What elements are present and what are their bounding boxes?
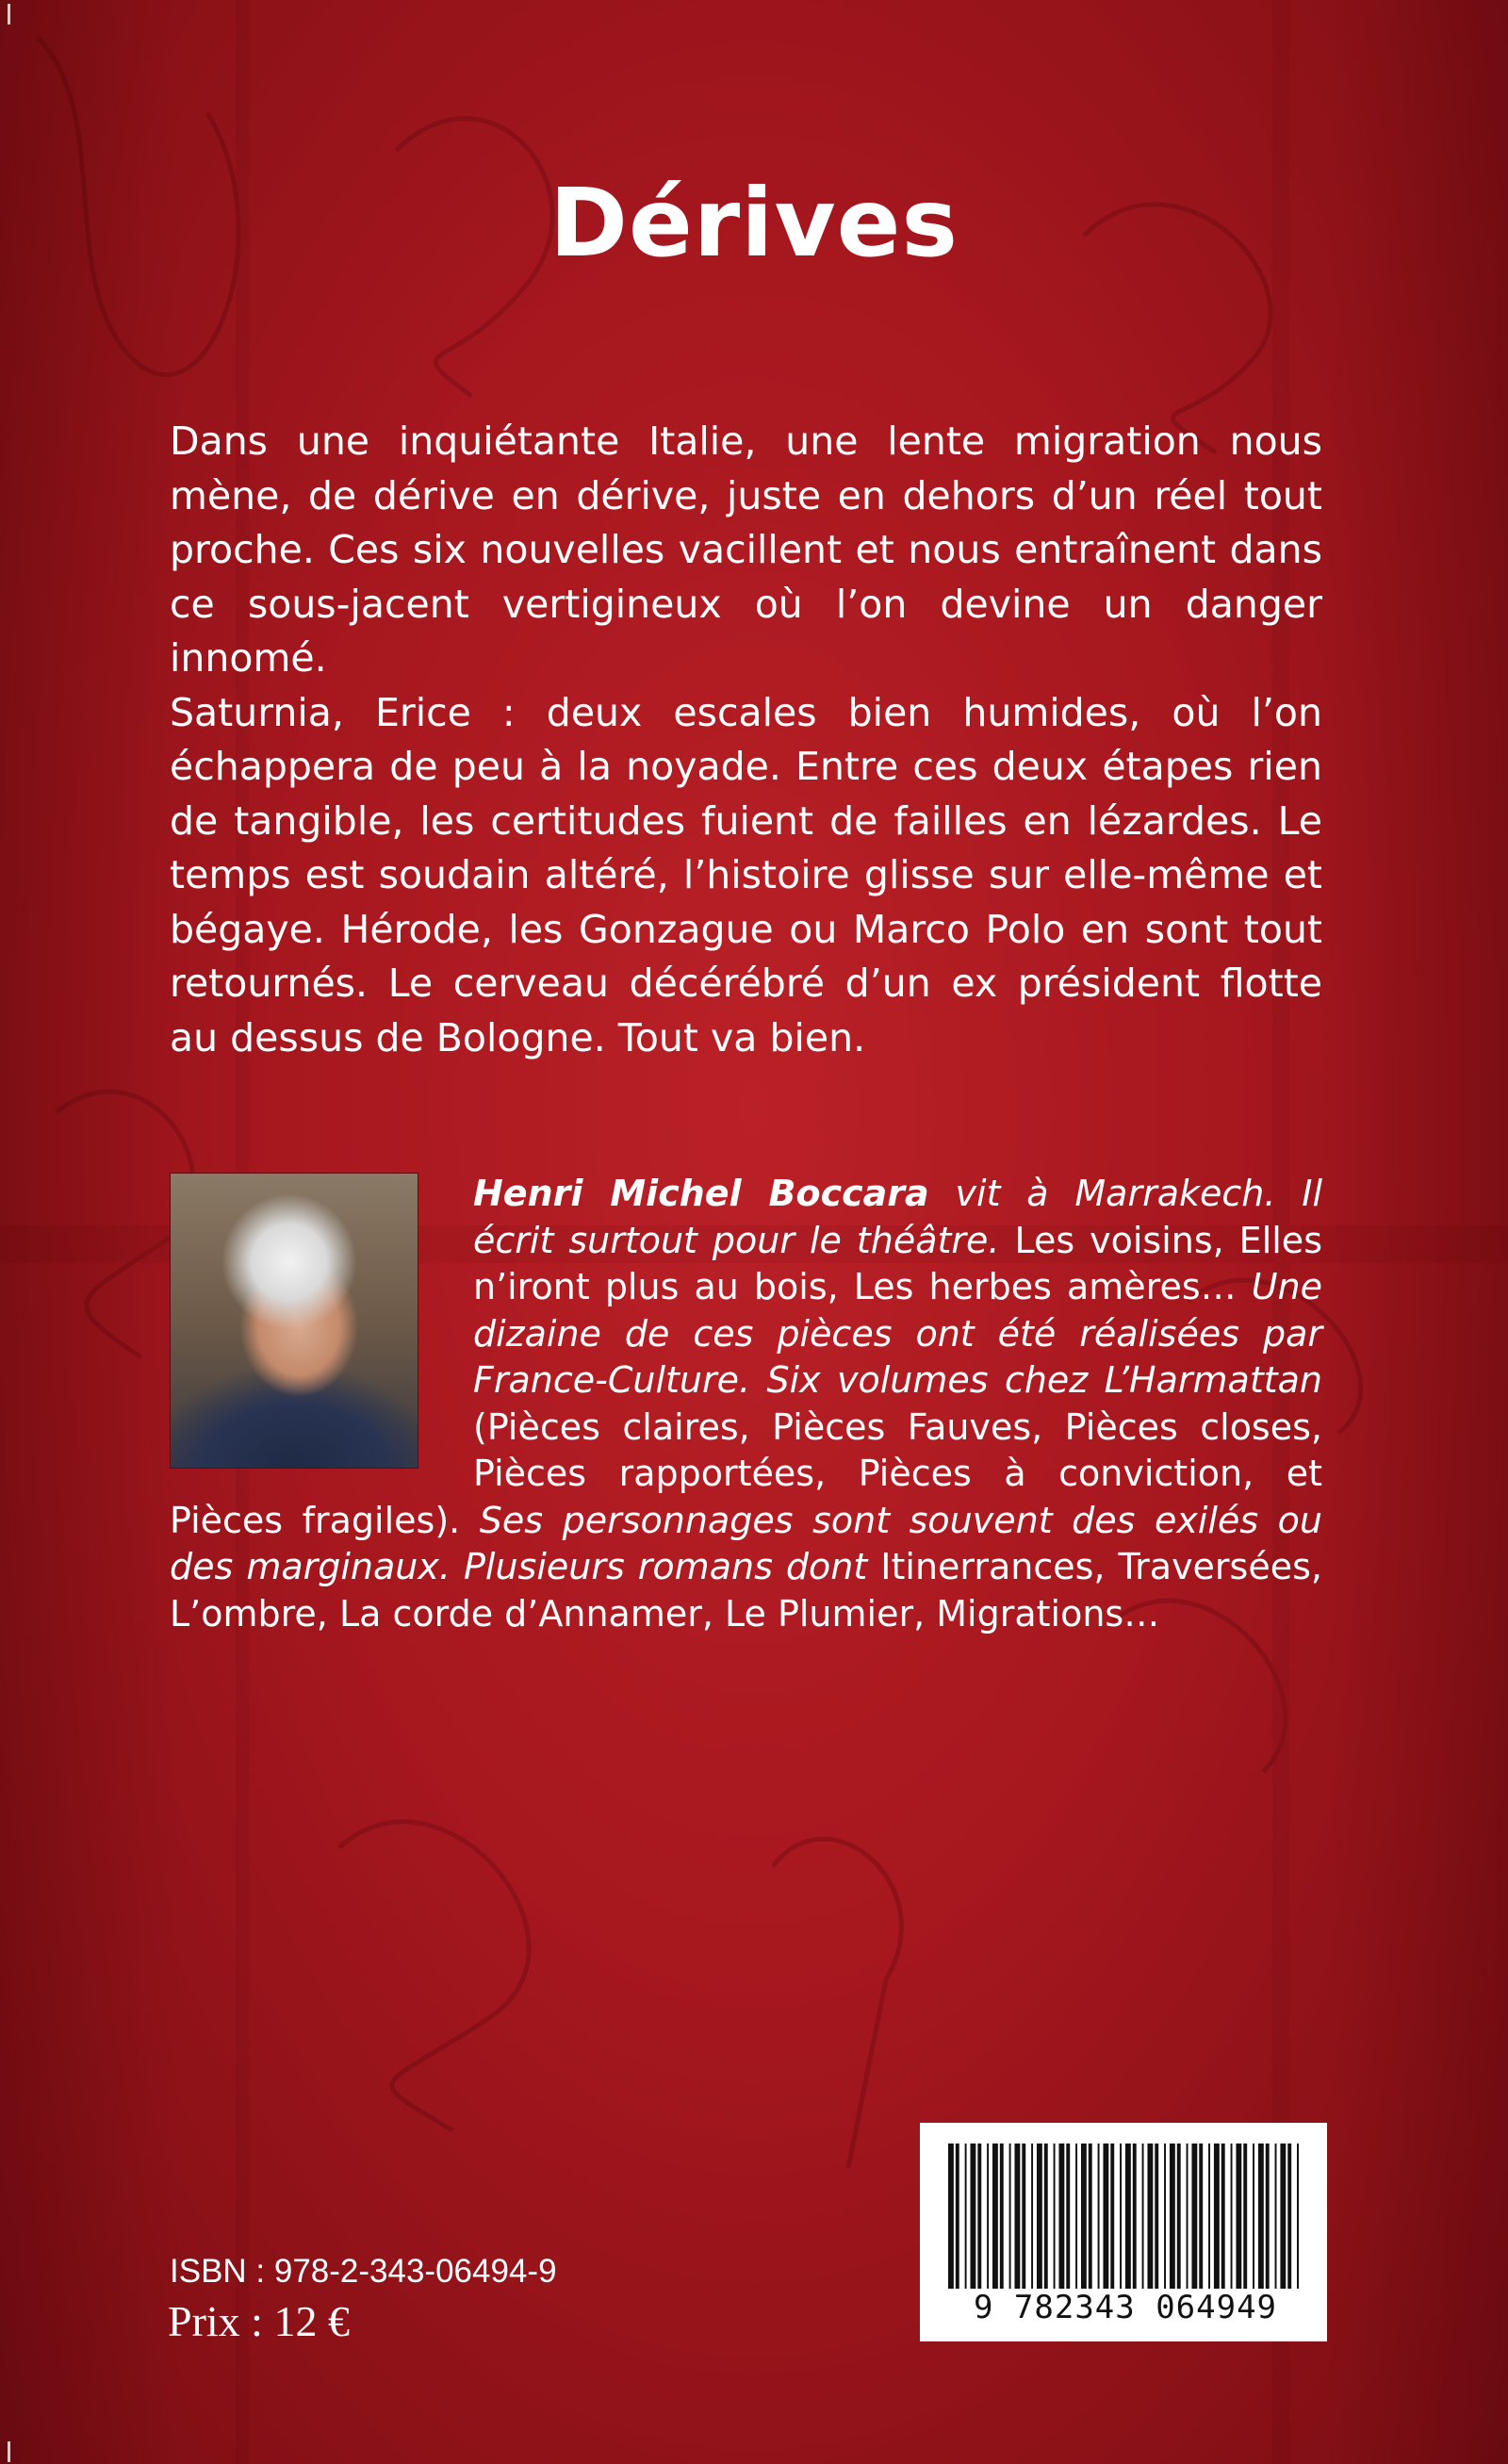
barcode-bar xyxy=(1177,2144,1181,2304)
barcode-bar xyxy=(1221,2144,1225,2304)
barcode-bar xyxy=(1133,2144,1137,2304)
barcode-bars xyxy=(948,2144,1299,2304)
barcode-bar xyxy=(1022,2144,1025,2304)
barcode-bar xyxy=(1199,2144,1203,2304)
barcode-digits: 9 782343 064949 xyxy=(946,2289,1304,2326)
book-title: Dérives xyxy=(549,168,959,278)
barcode-bar xyxy=(1275,2144,1277,2304)
blurb-paragraph-1: Dans une inquiétante Italie, une lente migration nous mène, de dérive en dérive, juste en dehors d’un réel tout proche. Ces six nouvelles vacillent et nous entraînent dans ce sous-jacent vertigineux où l’on devine un danger innomé. xyxy=(170,419,1322,681)
author-name: Henri Michel Boccara xyxy=(473,1173,929,1214)
barcode-bar xyxy=(1164,2144,1166,2304)
barcode-bar xyxy=(1170,2144,1175,2304)
bio-italic-1: vit à Marrakech. Il écrit surtout pour le théâtre. xyxy=(473,1173,1323,1261)
barcode-bar xyxy=(970,2144,975,2304)
barcode-bar xyxy=(1287,2144,1291,2304)
barcode-bar xyxy=(1191,2144,1197,2304)
barcode-bar xyxy=(1081,2144,1087,2304)
barcode-bar xyxy=(1120,2144,1122,2304)
edge-crop-mark xyxy=(8,2441,10,2462)
barcode-bar xyxy=(956,2144,959,2304)
barcode-bar xyxy=(1103,2144,1108,2304)
barcode-bar xyxy=(948,2144,954,2304)
bio-italic-3: Ses personnages sont souvent des exilés ou des marginaux. Plusieurs romans dont xyxy=(170,1499,1322,1587)
bio-titles-volumes: (Pièces claires, Pièces Fauves, Pièces closes, Pièces rapportées, Pièces à conviction, et Pièces fragiles). xyxy=(170,1405,1322,1541)
barcode-bar xyxy=(1125,2144,1131,2304)
barcode-bar xyxy=(1031,2144,1033,2304)
barcode-bar xyxy=(965,2144,967,2304)
barcode-bar xyxy=(1147,2144,1153,2304)
barcode-bar xyxy=(1044,2144,1048,2304)
barcode-bar xyxy=(1009,2144,1011,2304)
barcode-bar xyxy=(1110,2144,1114,2304)
barcode-bar xyxy=(992,2144,998,2304)
barcode xyxy=(920,2123,1327,2341)
barcode-bar xyxy=(1297,2144,1299,2304)
barcode-bar xyxy=(1098,2144,1100,2304)
barcode-bar xyxy=(1214,2144,1220,2304)
price-label: Prix : 12 € xyxy=(168,2297,350,2345)
barcode-bar xyxy=(1243,2144,1247,2304)
barcode-bar xyxy=(1236,2144,1241,2304)
barcode-bar xyxy=(1058,2144,1064,2304)
bio-italic-2: Une dizaine de ces pièces ont été réalisées par France-Culture. Six volumes chez L’Harmattan xyxy=(473,1266,1322,1401)
bio-titles-novels: Itinerrances, Traversées, L’ombre, La corde d’Annamer, Le Plumier, Migrations… xyxy=(170,1546,1322,1634)
barcode-bar xyxy=(1280,2144,1286,2304)
barcode-bar xyxy=(1266,2144,1270,2304)
isbn-label: ISBN : 978-2-343-06494-9 xyxy=(170,2253,557,2290)
barcode-bar xyxy=(1089,2144,1092,2304)
barcode-bar xyxy=(987,2144,989,2304)
barcode-bar xyxy=(1037,2144,1042,2304)
author-photo xyxy=(170,1173,418,1469)
barcode-bar xyxy=(1253,2144,1254,2304)
barcode-bar xyxy=(1142,2144,1144,2304)
barcode-bar xyxy=(1054,2144,1056,2304)
barcode-bar xyxy=(1231,2144,1233,2304)
barcode-bar xyxy=(1155,2144,1158,2304)
edge-crop-mark xyxy=(8,4,10,25)
barcode-bar xyxy=(1258,2144,1264,2304)
book-blurb xyxy=(170,415,1322,1065)
barcode-bar xyxy=(1000,2144,1004,2304)
bio-titles-theatre: Les voisins, Elles n’iront plus au bois, Les herbes amères… xyxy=(473,1219,1322,1307)
barcode-bar xyxy=(1014,2144,1020,2304)
barcode-bar xyxy=(977,2144,981,2304)
barcode-bar xyxy=(1066,2144,1070,2304)
blurb-paragraph-2: Saturnia, Erice : deux escales bien humides, où l’on échappera de peu à la noyade. Entre ces deux étapes rien de tangible, les certitudes fuient de failles en lézardes. Le temps est soudain altéré, l’histoire glisse sur elle-même et bégaye. Hérode, les Gonzague ou Marco Polo en sont tout retournés. Le cerveau décérébré d’un ex président flotte au dessus de Bologne. Tout va bien. xyxy=(170,689,1322,1060)
barcode-bar xyxy=(1208,2144,1210,2304)
author-bio xyxy=(170,1171,1322,1637)
barcode-bar xyxy=(1187,2144,1188,2304)
barcode-bar xyxy=(1075,2144,1077,2304)
